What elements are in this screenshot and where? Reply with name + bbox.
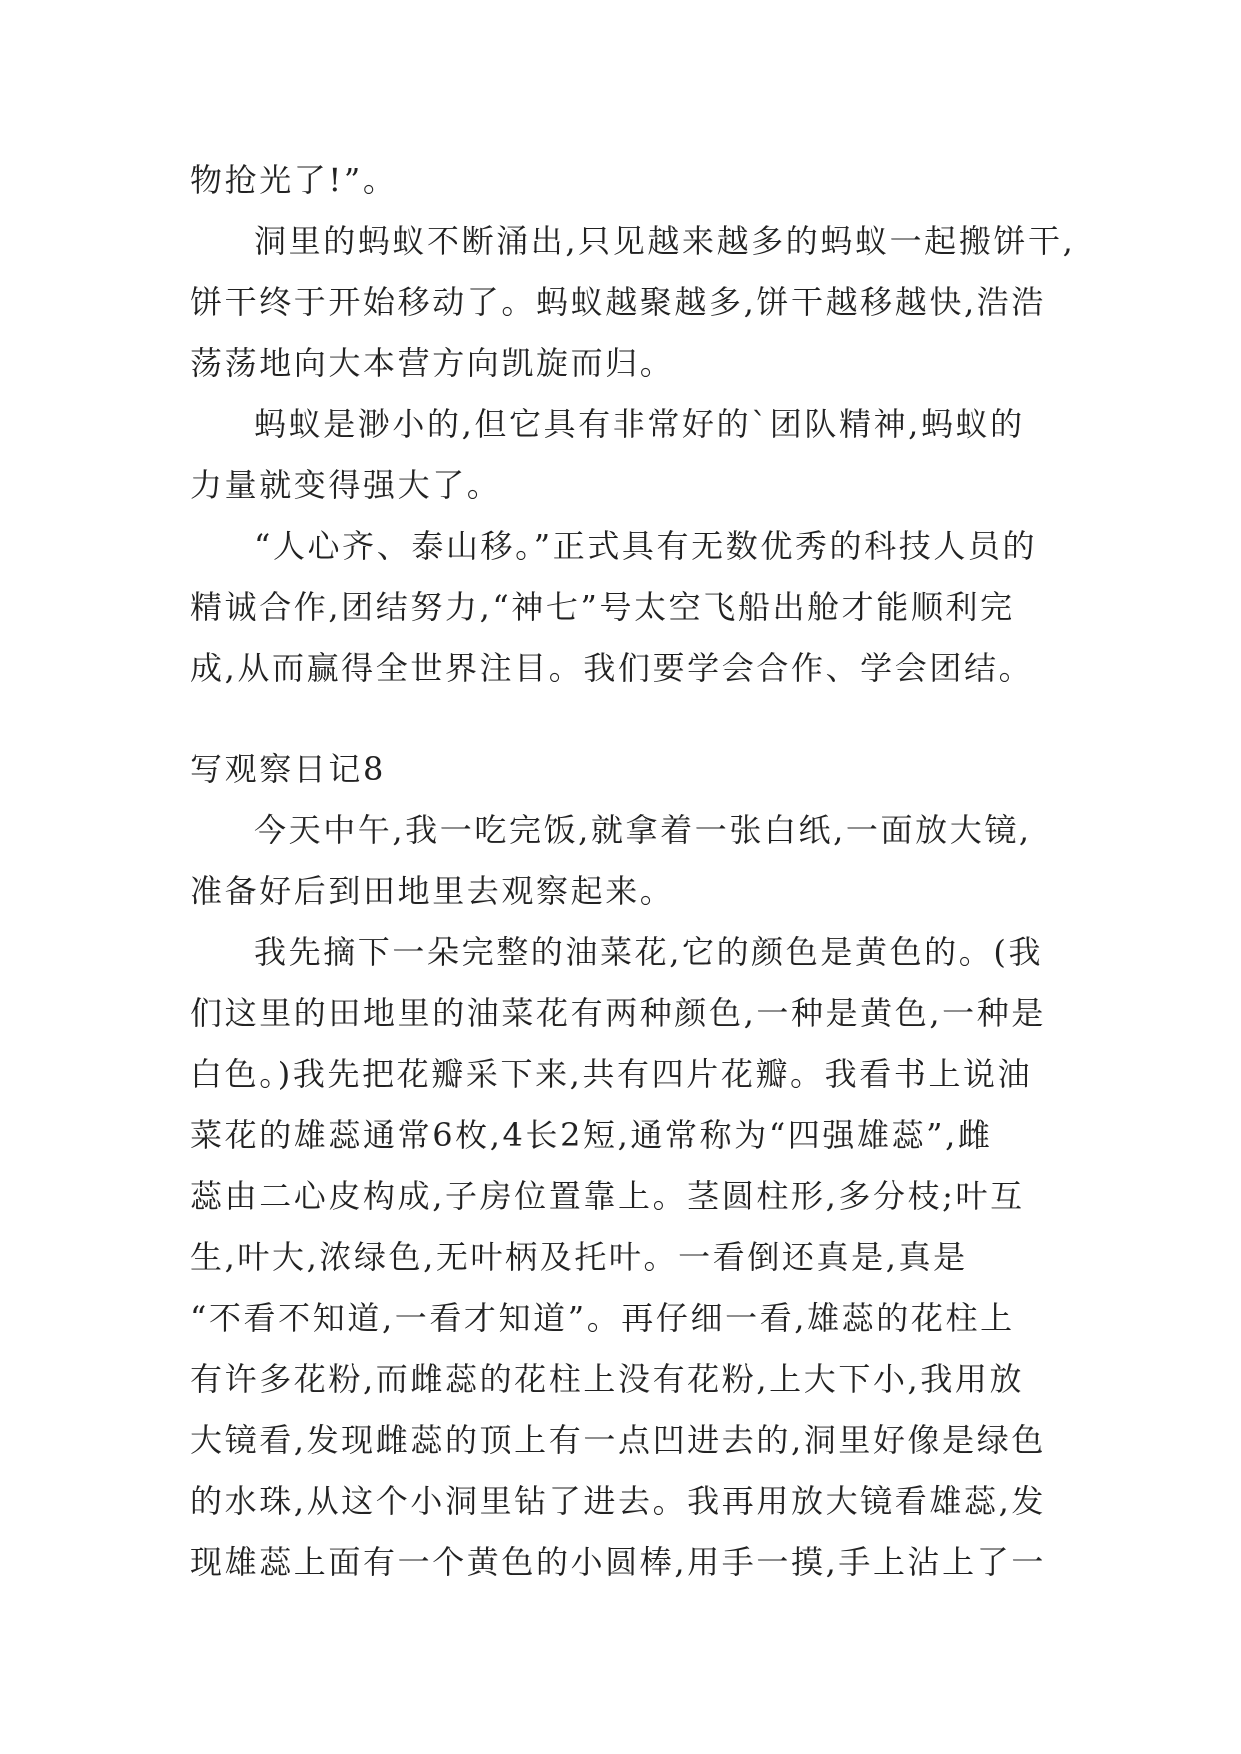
text-line: 们这里的田地里的油菜花有两种颜色,一种是黄色,一种是	[190, 994, 1046, 1032]
text-line: 准备好后到田地里去观察起来。	[190, 872, 675, 910]
text-line: 成,从而赢得全世界注目。我们要学会合作、学会团结。	[190, 649, 1034, 687]
text-line: 荡荡地向大本营方向凯旋而归。	[190, 344, 675, 382]
paragraph-start-line: 我先摘下一朵完整的油菜花,它的颜色是黄色的。(我	[254, 933, 1044, 971]
text-line: 物抢光了!”。	[190, 161, 398, 199]
text-line: 力量就变得强大了。	[190, 466, 502, 504]
text-line: 有许多花粉,而雌蕊的花柱上没有花粉,上大下小,我用放	[190, 1360, 1025, 1398]
section-title: 写观察日记8	[190, 750, 386, 788]
text-line: 饼干终于开始移动了。蚂蚁越聚越多,饼干越移越快,浩浩	[190, 283, 1046, 321]
paragraph-start-line: 蚂蚁是渺小的,但它具有非常好的`团队精神,蚂蚁的	[254, 405, 1025, 443]
text-line: 生,叶大,浓绿色,无叶柄及托叶。一看倒还真是,真是	[190, 1238, 968, 1276]
paragraph-start-line: “人心齐、泰山移。”正式具有无数优秀的科技人员的	[254, 527, 1038, 565]
paragraph-start-line: 洞里的蚂蚁不断涌出,只见越来越多的蚂蚁一起搬饼干,	[254, 222, 1076, 260]
paragraph-start-line: 今天中午,我一吃完饭,就拿着一张白纸,一面放大镜,	[254, 811, 1032, 849]
text-line: 菜花的雄蕊通常6枚,4长2短,通常称为“四强雄蕊”,雌	[190, 1116, 993, 1154]
text-line: 的水珠,从这个小洞里钻了进去。我再用放大镜看雄蕊,发	[190, 1482, 1046, 1520]
text-line: 大镜看,发现雌蕊的顶上有一点凹进去的,洞里好像是绿色	[190, 1421, 1046, 1459]
text-line: 精诚合作,团结努力,“神七”号太空飞船出舱才能顺利完	[190, 588, 1015, 626]
text-line: 白色。)我先把花瓣采下来,共有四片花瓣。我看书上说油	[190, 1055, 1033, 1093]
text-line: “不看不知道,一看才知道”。再仔细一看,雄蕊的花柱上	[190, 1299, 1015, 1337]
text-line: 蕊由二心皮构成,子房位置靠上。茎圆柱形,多分枝;叶互	[190, 1177, 1025, 1215]
text-line: 现雄蕊上面有一个黄色的小圆棒,用手一摸,手上沾上了一	[190, 1543, 1046, 1581]
